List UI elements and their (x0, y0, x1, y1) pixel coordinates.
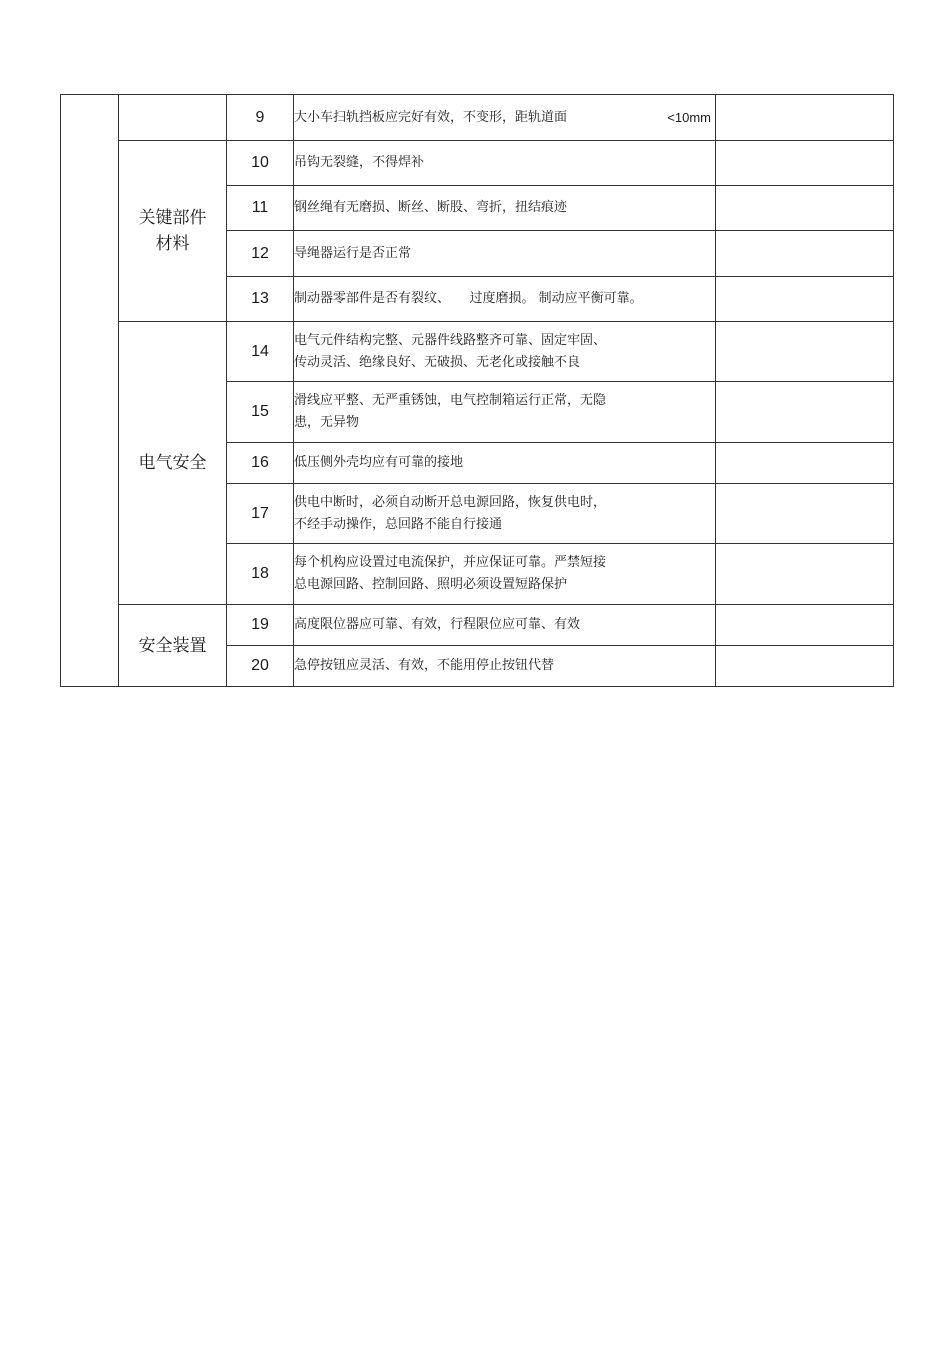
result-cell[interactable] (716, 231, 894, 277)
requirement-cell (294, 322, 716, 382)
table-row (61, 141, 894, 186)
result-cell[interactable] (716, 322, 894, 382)
requirement-text: 钢丝绳有无磨损、断丝、断股、弯折，扭结痕迹 (294, 200, 568, 215)
requirement-cell (294, 95, 716, 141)
item-number: 13 (227, 277, 294, 322)
item-number: 11 (227, 186, 294, 231)
category-label: 材料 (155, 234, 190, 254)
requirement-cell (294, 277, 716, 322)
result-cell[interactable] (716, 382, 894, 443)
item-number: 14 (227, 322, 294, 382)
result-cell[interactable] (716, 95, 894, 141)
result-cell[interactable] (716, 443, 894, 484)
requirement-text: 患，无异物 (294, 415, 360, 430)
requirement-text: 电气元件结构完整、元器件线路整齐可靠、固定牢固、 (294, 332, 607, 348)
requirement-text: 传动灵活、绝缘良好、无破损、无老化或接触不良 (294, 354, 581, 370)
item-number: 16 (227, 443, 294, 484)
result-cell[interactable] (716, 277, 894, 322)
result-cell[interactable] (716, 605, 894, 646)
item-number: 12 (227, 231, 294, 277)
item-number: 10 (227, 141, 294, 186)
item-number: 9 (227, 95, 294, 141)
category-label: 关键部件 (138, 208, 207, 228)
requirement-cell (294, 646, 716, 687)
requirement-text: 高度限位器应可靠、有效，行程限位应可靠、有效 (294, 617, 581, 632)
requirement-note: <10mm (667, 109, 711, 125)
requirement-text: 低压侧外壳均应有可靠的接地 (294, 455, 464, 470)
requirement-text: 急停按钮应灵活、有效，不能用停止按钮代替 (294, 658, 555, 673)
category-cell (119, 141, 227, 322)
result-cell[interactable] (716, 141, 894, 186)
table-row (61, 95, 894, 141)
item-number: 17 (227, 484, 294, 544)
table-row (61, 605, 894, 646)
requirement-text: 每个机构应设置过电流保护，并应保证可靠。严禁短接 (294, 555, 607, 570)
item-number: 20 (227, 646, 294, 687)
requirement-text: 滑线应平整、无严重锈蚀，电气控制箱运行正常，无隐 (294, 393, 607, 408)
category-cell (119, 322, 227, 605)
result-cell[interactable] (716, 646, 894, 687)
item-number: 18 (227, 544, 294, 605)
inspection-table (60, 94, 894, 687)
requirement-cell (294, 141, 716, 186)
requirement-text: 大小车扫轨挡板应完好有效，不变形，距轨道面 (294, 109, 568, 125)
category-cell (119, 95, 227, 141)
requirement-cell (294, 443, 716, 484)
item-number: 19 (227, 605, 294, 646)
result-cell[interactable] (716, 484, 894, 544)
requirement-text: 供电中断时，必须自动断开总电源回路，恢复供电时， (294, 494, 607, 510)
section-column-cell (61, 95, 119, 687)
requirement-text: 不经手动操作，总回路不能自行接通 (294, 516, 503, 532)
requirement-cell (294, 231, 716, 277)
requirement-text: 总电源回路、控制回路、照明必须设置短路保护 (294, 577, 568, 592)
requirement-cell (294, 382, 716, 443)
requirement-cell (294, 605, 716, 646)
result-cell[interactable] (716, 544, 894, 605)
requirement-text: 导绳器运行是否正常 (294, 245, 412, 261)
category-label: 电气安全 (138, 453, 207, 473)
table-row (61, 322, 894, 382)
requirement-text: 制动器零部件是否有裂纹、 过度磨损。 制动应平衡可靠。 (294, 291, 643, 306)
requirement-cell (294, 544, 716, 605)
requirement-text: 吊钩无裂缝，不得焊补 (294, 155, 425, 170)
category-cell (119, 605, 227, 687)
result-cell[interactable] (716, 186, 894, 231)
category-label: 安全装置 (138, 635, 207, 656)
requirement-cell (294, 186, 716, 231)
item-number: 15 (227, 382, 294, 443)
requirement-cell (294, 484, 716, 544)
